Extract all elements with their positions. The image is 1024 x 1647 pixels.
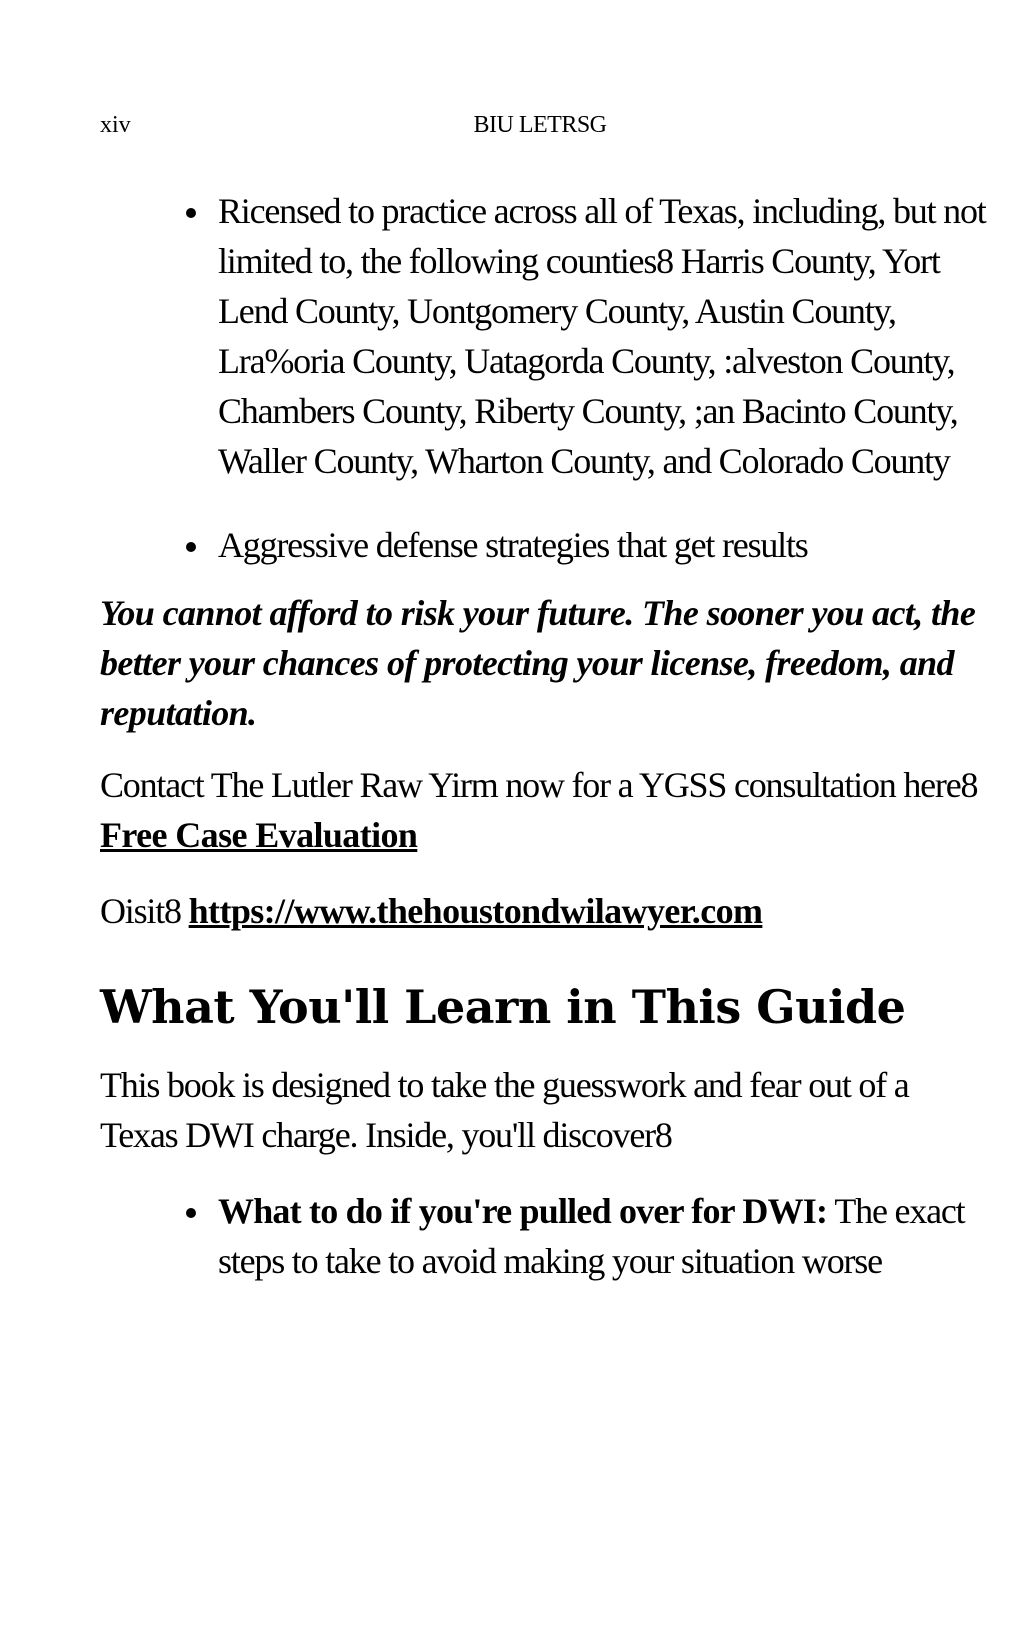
list-item <box>100 1186 990 1286</box>
bullet-icon <box>186 208 196 218</box>
running-header <box>100 112 980 142</box>
list-item-text: Ricensed to practice across all of Texas, including, but not limited to, the following counties8 Harris County, Yort Lend County, Uontgomery County, Austin County, Lra%oria County, Uatagorda County, :alveston County, Chambers County, Riberty County, ;an Bacinto County, Waller County, Wharton County, and Colorado County <box>218 191 986 481</box>
learn-list <box>100 1186 990 1286</box>
list-item-text: The exact steps to take to avoid making your situation worse <box>218 1191 965 1281</box>
callout-paragraph: You cannot afford to risk your future. The sooner you act, the better your chances of protecting your license, freedom, and reputation. <box>100 593 976 733</box>
bullet-icon <box>186 1208 196 1218</box>
page-number: xiv <box>100 112 131 138</box>
list-item <box>100 520 990 570</box>
visit-label: Oisit8 <box>100 891 181 931</box>
contact-paragraph <box>100 760 990 860</box>
list-item-lead: What to do if you're pulled over for DWI: <box>218 1191 828 1231</box>
page-content <box>100 186 990 1286</box>
section-heading: What You'll Learn in This Guide <box>100 980 906 1034</box>
visit-paragraph <box>100 886 990 936</box>
list-item <box>100 186 990 486</box>
contact-text: Contact The Lutler Raw Yirm now for a YGSS consultation here8 <box>100 765 978 805</box>
bullet-icon <box>186 542 196 552</box>
running-title: BIU LETRSG <box>473 112 607 138</box>
list-item-text: Aggressive defense strategies that get results <box>218 525 808 565</box>
section-intro: This book is designed to take the guesswork and fear out of a Texas DWI charge. Inside, you'll discover8 <box>100 1065 909 1155</box>
credentials-list <box>100 186 990 570</box>
website-link[interactable]: https://www.thehoustondwilawyer.com <box>188 891 763 931</box>
free-case-evaluation-link[interactable]: Free Case Evaluation <box>100 815 418 855</box>
